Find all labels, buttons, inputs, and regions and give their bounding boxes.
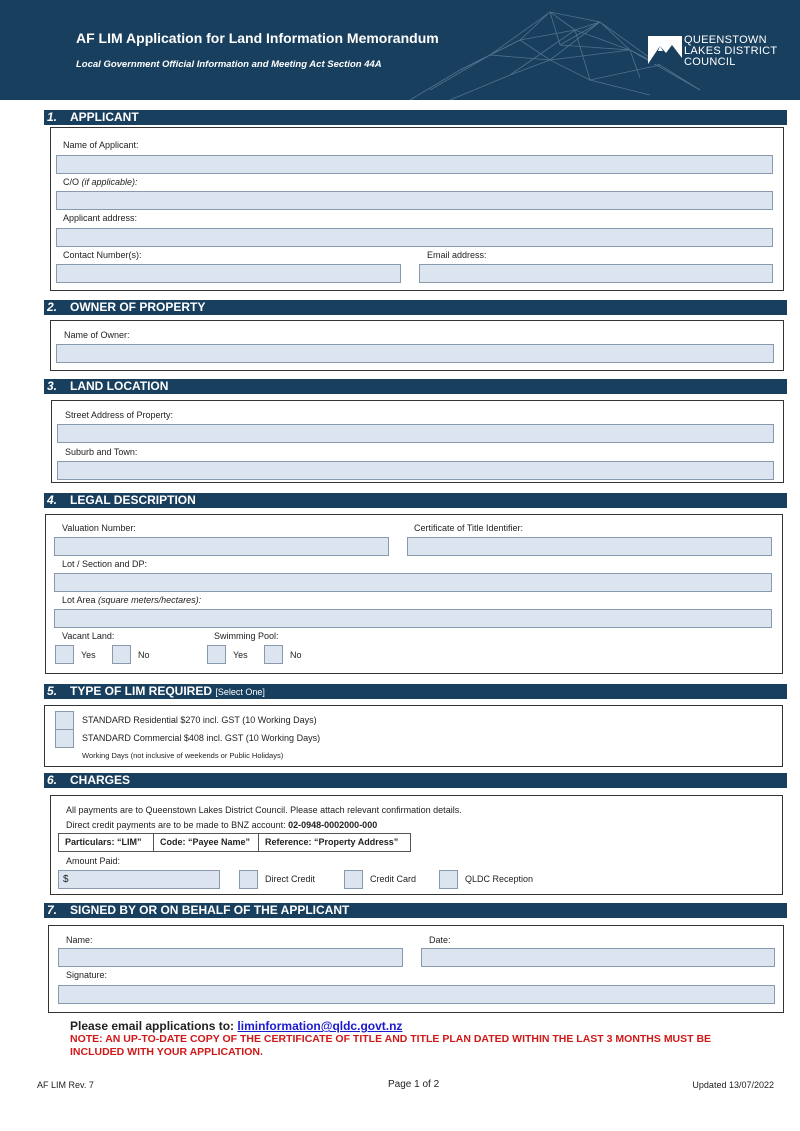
lot-area-input[interactable] — [54, 609, 772, 628]
credit-card-checkbox[interactable] — [344, 870, 363, 889]
logo-line-2: LAKES DISTRICT — [684, 45, 778, 57]
logo-line-1: QUEENSTOWN — [684, 34, 767, 46]
pool-no-checkbox[interactable] — [264, 645, 283, 664]
email-address-input[interactable] — [419, 264, 773, 283]
section-lim-type-header — [44, 684, 787, 699]
date-label: Date: — [429, 935, 451, 945]
email-instruction — [70, 1019, 402, 1033]
applicant-address-input[interactable] — [56, 228, 773, 247]
section-number: 3. — [47, 379, 58, 393]
section-legal-header — [44, 493, 787, 508]
vacant-no-checkbox[interactable] — [112, 645, 131, 664]
amount-paid-input[interactable] — [58, 870, 220, 889]
section-number: 2. — [47, 300, 58, 314]
bank-account-number: 02-0948-0002000-000 — [288, 820, 378, 830]
section-charges-header — [44, 773, 787, 788]
date-input[interactable] — [421, 948, 775, 967]
contact-number-label: Contact Number(s): — [63, 250, 142, 260]
email-address-label: Email address: — [427, 250, 487, 260]
section-title-text: TYPE OF LIM REQUIRED — [70, 684, 213, 698]
signer-name-label: Name: — [66, 935, 93, 945]
certificate-title-label: Certificate of Title Identifier: — [414, 523, 524, 533]
street-address-input[interactable] — [57, 424, 774, 443]
street-address-label: Street Address of Property: — [65, 410, 174, 420]
lot-section-input[interactable] — [54, 573, 772, 592]
pool-yes-label: Yes — [233, 650, 248, 660]
residential-lim-label: STANDARD Residential $270 incl. GST (10 Working Days) — [82, 715, 317, 725]
owner-name-input[interactable] — [56, 344, 774, 363]
code-cell: Code: “Payee Name” — [153, 833, 259, 852]
lot-area-label — [62, 595, 201, 605]
payment-instructions: All payments are to Queenstown Lakes District Council. Please attach relevant confirmation details. — [66, 805, 462, 815]
suburb-town-label: Suburb and Town: — [65, 447, 138, 457]
logo-line-3: COUNCIL — [684, 56, 736, 68]
section-title: APPLICANT — [70, 110, 139, 124]
commercial-lim-checkbox[interactable] — [55, 729, 74, 748]
select-one-note: [Select One] — [215, 687, 265, 697]
bank-account-line — [66, 820, 377, 830]
section-title: LAND LOCATION — [70, 379, 169, 393]
section-title: OWNER OF PROPERTY — [70, 300, 206, 314]
swimming-pool-label: Swimming Pool: — [214, 631, 279, 641]
contact-number-input[interactable] — [56, 264, 401, 283]
certificate-note: NOTE: AN UP-TO-DATE COPY OF THE CERTIFICATE OF TITLE AND TITLE PLAN DATED WITHIN THE LAST 3 MONTHS MUST BE INCLUDED WITH YOUR APPLICATION. — [70, 1033, 712, 1058]
qldc-reception-checkbox[interactable] — [439, 870, 458, 889]
direct-credit-label: Direct Credit — [265, 874, 316, 884]
signature-input[interactable] — [58, 985, 775, 1004]
valuation-number-label: Valuation Number: — [62, 523, 136, 533]
email-link[interactable]: liminformation@qldc.govt.nz — [237, 1019, 403, 1033]
form-subtitle: Local Government Official Information and Meeting Act Section 44A — [76, 59, 382, 70]
page-number: Page 1 of 2 — [388, 1079, 440, 1090]
lot-section-label: Lot / Section and DP: — [62, 559, 148, 569]
applicant-name-input[interactable] — [56, 155, 773, 174]
section-title: CHARGES — [70, 773, 131, 787]
vacant-land-label: Vacant Land: — [62, 631, 115, 641]
working-days-note: Working Days (not inclusive of weekends or Public Holidays) — [82, 751, 284, 760]
commercial-lim-label: STANDARD Commercial $408 incl. GST (10 Working Days) — [82, 733, 321, 743]
suburb-town-input[interactable] — [57, 461, 774, 480]
section-location-header — [44, 379, 787, 394]
page-header — [0, 0, 800, 100]
pool-yes-checkbox[interactable] — [207, 645, 226, 664]
lot-area-label-text: Lot Area — [62, 595, 96, 605]
section-number: 1. — [47, 110, 58, 124]
council-logo-text — [684, 35, 777, 68]
applicant-address-label: Applicant address: — [63, 213, 138, 223]
lot-area-hint: (square meters/hectares): — [98, 595, 202, 605]
bank-account-text: Direct credit payments are to be made to BNZ account: — [66, 820, 286, 830]
co-input[interactable] — [56, 191, 773, 210]
co-label-hint: (if applicable): — [81, 177, 138, 187]
section-number: 4. — [47, 493, 58, 507]
form-title: AF LIM Application for Land Information Memorandum — [76, 30, 439, 46]
section-number: 6. — [47, 773, 58, 787]
certificate-title-input[interactable] — [407, 537, 772, 556]
section-title: LEGAL DESCRIPTION — [70, 493, 196, 507]
vacant-yes-checkbox[interactable] — [55, 645, 74, 664]
pool-no-label: No — [290, 650, 302, 660]
vacant-no-label: No — [138, 650, 150, 660]
section-number: 7. — [47, 903, 58, 917]
updated-date: Updated 13/07/2022 — [692, 1080, 774, 1090]
section-owner-header — [44, 300, 787, 315]
co-label-text: C/O — [63, 177, 80, 187]
residential-lim-checkbox[interactable] — [55, 711, 74, 730]
qldc-reception-label: QLDC Reception — [465, 874, 534, 884]
section-title — [70, 684, 265, 700]
credit-card-label: Credit Card — [370, 874, 417, 884]
applicant-name-label: Name of Applicant: — [63, 140, 139, 150]
qldc-mountain-logo-icon — [648, 36, 682, 64]
particulars-cell: Particulars: “LIM” — [58, 833, 154, 852]
amount-paid-label: Amount Paid: — [66, 856, 121, 866]
section-applicant-header — [44, 110, 787, 125]
direct-credit-checkbox[interactable] — [239, 870, 258, 889]
vacant-yes-label: Yes — [81, 650, 96, 660]
currency-symbol: $ — [63, 874, 69, 885]
signature-label: Signature: — [66, 970, 108, 980]
section-number: 5. — [47, 684, 58, 698]
revision-label: AF LIM Rev. 7 — [37, 1080, 94, 1090]
valuation-number-input[interactable] — [54, 537, 389, 556]
section-signed-header — [44, 903, 787, 918]
reference-cell: Reference: “Property Address” — [258, 833, 411, 852]
owner-name-label: Name of Owner: — [64, 330, 130, 340]
co-label — [63, 177, 138, 187]
signer-name-input[interactable] — [58, 948, 403, 967]
email-prefix: Please email applications to: — [70, 1019, 235, 1033]
section-title: SIGNED BY OR ON BEHALF OF THE APPLICANT — [70, 903, 350, 917]
